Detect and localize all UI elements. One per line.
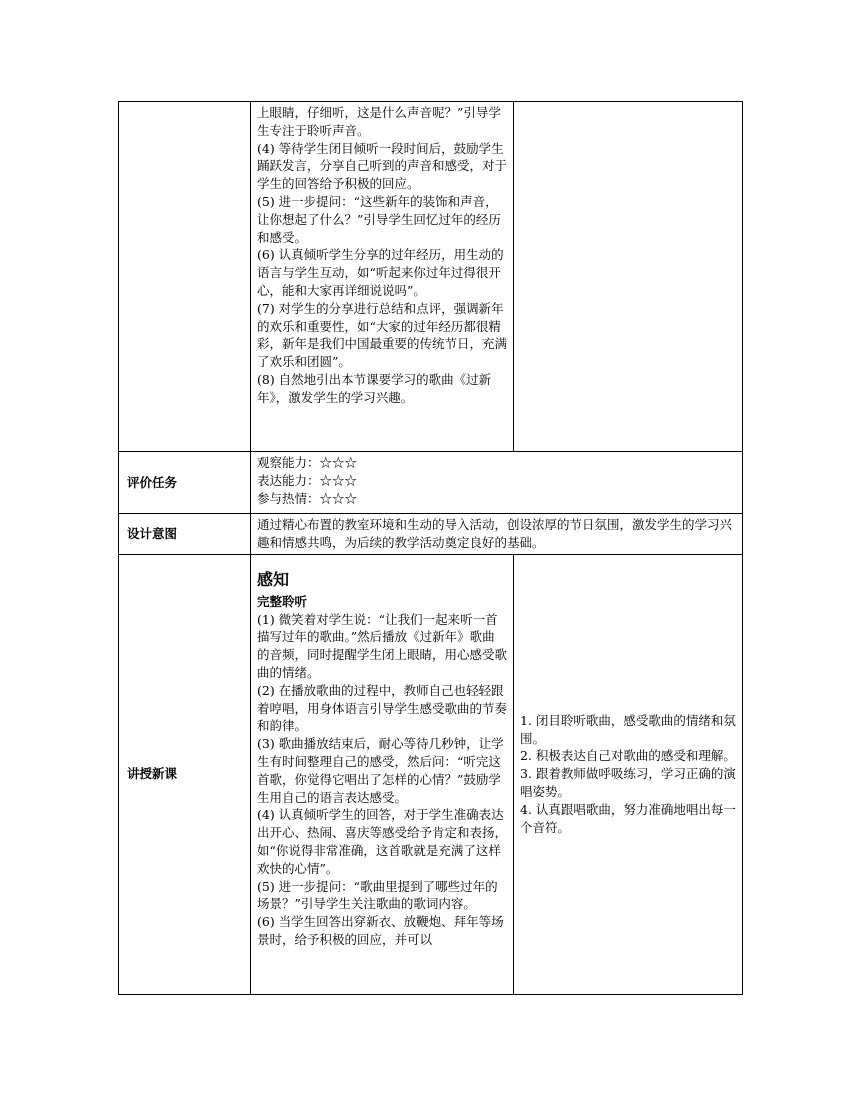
teaching-paragraph: (6) 当学生回答出穿新衣、放鞭炮、拜年等场景时，给予积极的回应，并可以: [257, 914, 504, 947]
row-evaluation: [119, 452, 743, 514]
teaching-paragraph: (5) 进一步提问：“歌曲里提到了哪些过年的场景？”引导学生关注歌曲的歌词内容。: [257, 878, 498, 912]
sub-title: 完整聆听: [257, 593, 308, 609]
row-teaching: [119, 554, 743, 994]
row1-paragraph: (4) 等待学生闭目倾听一段时间后，鼓励学生踊跃发言，分享自己听到的声音和感受，对于学生的回答给予积极的回应。: [257, 140, 508, 192]
teaching-student-activity-cell: [514, 554, 743, 994]
row1-student-activity-cell: [514, 102, 743, 452]
teaching-paragraph: (4) 认真倾听学生的回答，对于学生准确表达出开心、热闹、喜庆等感受给予肯定和表扬，如“你说得非常准确，这首歌就是充满了这样欢快的心情”。: [257, 807, 508, 876]
evaluation-item: 参与热情：☆☆☆: [257, 490, 358, 506]
student-activity-item: 4. 认真跟唱歌曲，努力准确地唱出每一个音符。: [520, 801, 736, 835]
teaching-paragraph: (2) 在播放歌曲的过程中，教师自己也轻轻跟着哼唱，用身体语言引导学生感受歌曲的节奏和韵律。: [257, 682, 508, 734]
row1-paragraph: (5) 进一步提问：“这些新年的装饰和声音，让你想起了什么？”引导学生回忆过年的经历和感受。: [257, 193, 501, 245]
teaching-paragraph: (3) 歌曲播放结束后，耐心等待几秒钟，让学生有时间整理自己的感受，然后问：“听完这首歌，你觉得它唱出了怎样的心情？”鼓励学生用自己的语言表达感受。: [257, 736, 504, 805]
teaching-paragraph: (1) 微笑着对学生说：“让我们一起来听一首描写过年的歌曲。”然后播放《过新年》歌曲的音频，同时提醒学生闭上眼睛，用心感受歌曲的情绪。: [257, 611, 508, 680]
row1-paragraph: 上眼睛，仔细听，这是什么声音呢？”引导学生专注于聆听声音。: [257, 105, 501, 138]
section-title: 感知: [257, 569, 290, 589]
evaluation-content: [251, 452, 743, 514]
lesson-plan-table: [118, 101, 743, 995]
student-activity-item: 3. 跟着教师做呼吸练习，学习正确的演唱姿势。: [520, 766, 736, 799]
row-design-intent: [119, 514, 743, 555]
student-activity-item: 1. 闭目聆听歌曲，感受歌曲的情绪和氛围。: [520, 712, 736, 746]
evaluation-item: 观察能力：☆☆☆: [257, 455, 358, 470]
row1-paragraph: (7) 对学生的分享进行总结和点评，强调新年的欢乐和重要性，如“大家的过年经历都很精彩，新年是我们中国最重要的传统节日，充满了欢乐和团圆”。: [257, 300, 508, 370]
design-label: 设计意图: [119, 514, 251, 555]
evaluation-item: 表达能力：☆☆☆: [257, 472, 358, 488]
teaching-teacher-activity-cell: [251, 554, 514, 994]
teaching-label: 讲授新课: [119, 554, 251, 994]
row1-paragraph: (8) 自然地引出本节课要学习的歌曲《过新年》，激发学生的学习兴趣。: [257, 371, 492, 405]
design-content: [251, 514, 743, 555]
row1-paragraph: (6) 认真倾听学生分享的过年经历，用生动的语言与学生互动，如“听起来你过年过得很开心，能和大家再详细说说吗”。: [257, 247, 504, 298]
row1-label-cell: [119, 102, 251, 452]
row-introduction: [119, 102, 743, 452]
design-text: 通过精心布置的教室环境和生动的导入活动，创设浓厚的节日氛围，激发学生的学习兴趣和情感共鸣，为后续的教学活动奠定良好的基础。: [257, 517, 733, 550]
row1-teacher-activity-cell: [251, 102, 514, 452]
student-activity-item: 2. 积极表达自己对歌曲的感受和理解。: [520, 748, 736, 764]
evaluation-label: 评价任务: [119, 452, 251, 514]
